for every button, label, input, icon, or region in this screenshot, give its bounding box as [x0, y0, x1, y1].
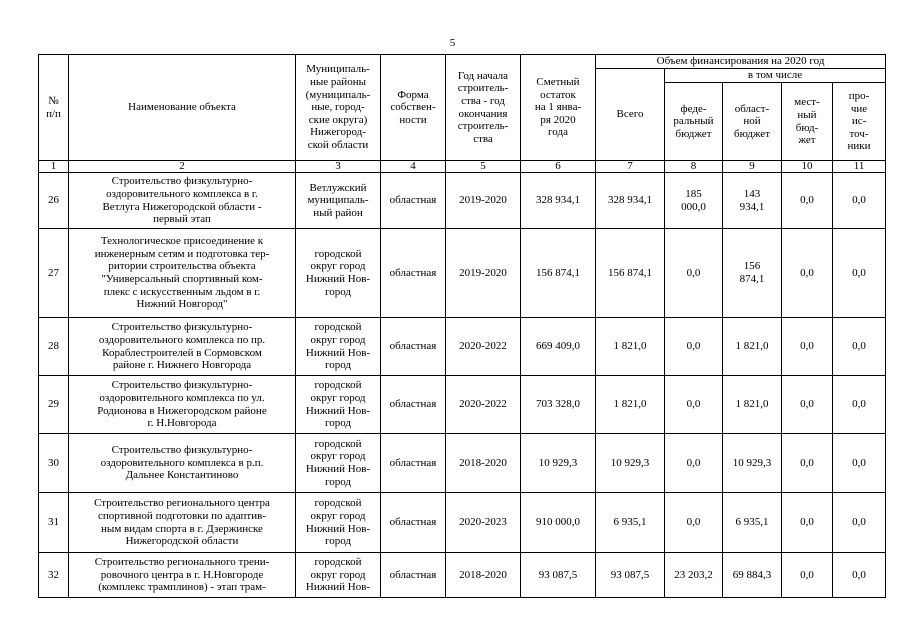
row-local: 0,0: [782, 229, 833, 318]
row-district: городской округ город Нижний Нов-: [296, 553, 381, 598]
header-local: мест- ный бюд- жет: [782, 83, 833, 161]
column-number: 8: [665, 161, 723, 173]
row-federal: 0,0: [665, 318, 723, 376]
row-total: 156 874,1: [596, 229, 665, 318]
row-balance: 703 328,0: [521, 376, 596, 434]
header-balance: Сметный остаток на 1 янва- ря 2020 года: [521, 55, 596, 161]
row-regional: 143 934,1: [723, 173, 782, 229]
row-district: городской округ город Нижний Нов- город: [296, 493, 381, 553]
row-regional: 1 821,0: [723, 318, 782, 376]
row-years: 2019-2020: [446, 229, 521, 318]
row-years: 2020-2022: [446, 376, 521, 434]
header-years: Год начала строитель- ства - год окончания строитель- ства: [446, 55, 521, 161]
row-district: городской округ город Нижний Нов- город: [296, 229, 381, 318]
column-number: 6: [521, 161, 596, 173]
row-total: 6 935,1: [596, 493, 665, 553]
row-num: 28: [39, 318, 69, 376]
row-ownership: областная: [381, 493, 446, 553]
row-name: Строительство регионального центра спортивной подготовки по адаптив- ным видам спорта в г. Дзержинске Нижегородской области: [69, 493, 296, 553]
row-years: 2020-2023: [446, 493, 521, 553]
row-other: 0,0: [833, 434, 886, 493]
column-number: 10: [782, 161, 833, 173]
row-ownership: областная: [381, 229, 446, 318]
column-number: 1: [39, 161, 69, 173]
row-district: городской округ город Нижний Нов- город: [296, 318, 381, 376]
row-total: 93 087,5: [596, 553, 665, 598]
column-number: 2: [69, 161, 296, 173]
row-balance: 93 087,5: [521, 553, 596, 598]
row-num: 26: [39, 173, 69, 229]
row-other: 0,0: [833, 376, 886, 434]
column-number: 11: [833, 161, 886, 173]
row-regional: 6 935,1: [723, 493, 782, 553]
row-federal: 0,0: [665, 229, 723, 318]
row-federal: 0,0: [665, 376, 723, 434]
row-district: Ветлужский муниципаль- ный район: [296, 173, 381, 229]
row-federal: 0,0: [665, 434, 723, 493]
row-ownership: областная: [381, 553, 446, 598]
row-regional: 10 929,3: [723, 434, 782, 493]
header-funding-group: Объем финансирования на 2020 год: [596, 55, 886, 69]
row-num: 27: [39, 229, 69, 318]
table-row: [39, 553, 886, 598]
header-name: Наименование объекта: [69, 55, 296, 161]
row-balance: 10 929,3: [521, 434, 596, 493]
row-ownership: областная: [381, 434, 446, 493]
row-total: 1 821,0: [596, 376, 665, 434]
header-including: в том числе: [665, 69, 886, 83]
row-num: 32: [39, 553, 69, 598]
row-local: 0,0: [782, 434, 833, 493]
table-row: [39, 229, 886, 318]
row-other: 0,0: [833, 318, 886, 376]
row-years: 2018-2020: [446, 553, 521, 598]
row-local: 0,0: [782, 376, 833, 434]
header-num: № п/п: [39, 55, 69, 161]
row-years: 2019-2020: [446, 173, 521, 229]
row-other: 0,0: [833, 173, 886, 229]
row-name: Строительство физкультурно- оздоровительного комплекса в г. Ветлуга Нижегородской области - первый этап: [69, 173, 296, 229]
row-name: Строительство регионального трени- ровочного центра в г. Н.Новгороде (комплекс трамплинов) - этап трам-: [69, 553, 296, 598]
header-district: Муниципаль- ные районы (муниципаль- ные, город- ские округа) Нижегород- ской области: [296, 55, 381, 161]
row-district: городской округ город Нижний Нов- город: [296, 434, 381, 493]
table-row: [39, 376, 886, 434]
row-regional: 69 884,3: [723, 553, 782, 598]
row-years: 2020-2022: [446, 318, 521, 376]
row-name: Строительство физкультурно- оздоровительного комплекса в р.п. Дальнее Константиново: [69, 434, 296, 493]
row-other: 0,0: [833, 553, 886, 598]
row-balance: 910 000,0: [521, 493, 596, 553]
row-balance: 328 934,1: [521, 173, 596, 229]
row-total: 328 934,1: [596, 173, 665, 229]
row-other: 0,0: [833, 493, 886, 553]
row-district: городской округ город Нижний Нов- город: [296, 376, 381, 434]
row-federal: 0,0: [665, 493, 723, 553]
header-total: Всего: [596, 69, 665, 161]
table-row: [39, 493, 886, 553]
row-ownership: областная: [381, 173, 446, 229]
row-other: 0,0: [833, 229, 886, 318]
row-balance: 669 409,0: [521, 318, 596, 376]
table-row: [39, 434, 886, 493]
row-ownership: областная: [381, 318, 446, 376]
row-local: 0,0: [782, 318, 833, 376]
table-row: [39, 173, 886, 229]
row-name: Строительство физкультурно- оздоровительного комплекса по ул. Родионова в Нижегородском районе г. Н.Новгорода: [69, 376, 296, 434]
column-number: 9: [723, 161, 782, 173]
row-name: Строительство физкультурно- оздоровительного комплекса по пр. Кораблестроителей в Сормовском районе г. Нижнего Новгорода: [69, 318, 296, 376]
row-name: Технологическое присоединение к инженерным сетям и подготовка тер- ритории строительства объекта "Универсальный спортивный ком- плекс с искусственным льдом в г. Нижний Новгород": [69, 229, 296, 318]
column-number: 7: [596, 161, 665, 173]
row-federal: 23 203,2: [665, 553, 723, 598]
column-number: 3: [296, 161, 381, 173]
header-other: про- чие ис- точ- ники: [833, 83, 886, 161]
row-num: 31: [39, 493, 69, 553]
table-row: [39, 318, 886, 376]
row-regional: 1 821,0: [723, 376, 782, 434]
row-years: 2018-2020: [446, 434, 521, 493]
financing-table: [38, 54, 886, 598]
row-local: 0,0: [782, 493, 833, 553]
row-total: 1 821,0: [596, 318, 665, 376]
row-ownership: областная: [381, 376, 446, 434]
column-number: 4: [381, 161, 446, 173]
row-num: 30: [39, 434, 69, 493]
row-federal: 185 000,0: [665, 173, 723, 229]
row-num: 29: [39, 376, 69, 434]
page-number: 5: [449, 37, 456, 49]
header-ownership: Форма собствен- ности: [381, 55, 446, 161]
row-total: 10 929,3: [596, 434, 665, 493]
row-balance: 156 874,1: [521, 229, 596, 318]
column-numbers-row: [39, 161, 886, 173]
row-regional: 156 874,1: [723, 229, 782, 318]
header-federal: феде- ральный бюджет: [665, 83, 723, 161]
row-local: 0,0: [782, 553, 833, 598]
row-local: 0,0: [782, 173, 833, 229]
header-regional: област- ной бюджет: [723, 83, 782, 161]
column-number: 5: [446, 161, 521, 173]
